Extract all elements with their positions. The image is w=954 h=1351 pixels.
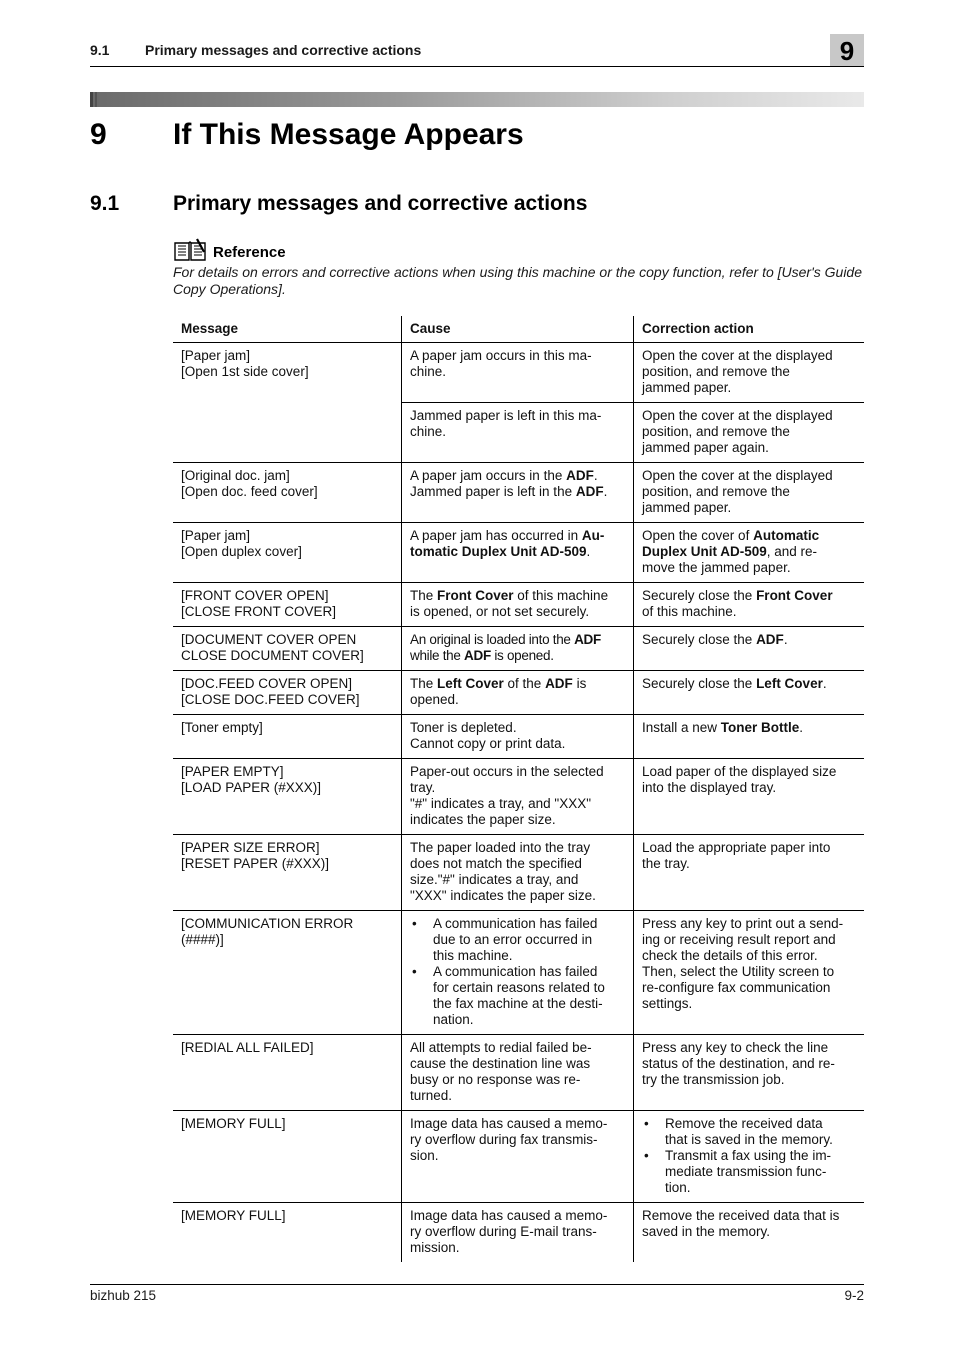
message-cell	[173, 1203, 402, 1263]
cause-cell	[402, 1035, 634, 1111]
table-row	[173, 583, 864, 627]
action-line: Securely close the Left Cover.	[642, 676, 827, 691]
cause-line: ry overflow during E-mail trans-	[410, 1224, 597, 1239]
action-line: check the details of this error.	[642, 948, 818, 963]
message-line: [Paper jam]	[181, 348, 251, 363]
message-table	[173, 316, 864, 1262]
column-header-action: Correction action	[634, 316, 865, 343]
action-line: saved in the memory.	[642, 1224, 771, 1239]
message-line: [PAPER EMPTY]	[181, 764, 284, 779]
cause-cell	[402, 463, 634, 523]
cause-line: tomatic Duplex Unit AD-509.	[410, 544, 591, 559]
message-cell	[173, 671, 402, 715]
chapter-tab: 9	[830, 34, 864, 66]
section-heading: Primary messages and corrective actions	[173, 192, 588, 215]
message-cell	[173, 911, 402, 1035]
cause-line: Toner is depleted.	[410, 720, 517, 735]
action-line: of this machine.	[642, 604, 737, 619]
action-line: settings.	[642, 996, 693, 1011]
table-row	[173, 1035, 864, 1111]
message-cell	[173, 1111, 402, 1203]
message-line: [FRONT COVER OPEN]	[181, 588, 329, 603]
message-cell	[173, 835, 402, 911]
cause-line: Image data has caused a memo-	[410, 1116, 608, 1131]
cause-line: "#" indicates a tray, and "XXX"	[410, 796, 592, 811]
chapter-heading: If This Message Appears	[173, 118, 524, 151]
cause-line: opened.	[410, 692, 459, 707]
running-header-number: 9.1	[90, 42, 110, 58]
action-cell	[634, 1035, 865, 1111]
divider-tick	[95, 92, 97, 107]
action-line: Securely close the Front Cover	[642, 588, 833, 603]
action-line: Press any key to print out a send-	[642, 916, 844, 931]
message-line: CLOSE DOCUMENT COVER]	[181, 648, 364, 663]
table-row	[173, 1111, 864, 1203]
action-cell	[634, 583, 865, 627]
bullet-item: • Remove the received data that is saved in the memory.	[642, 1116, 856, 1148]
cause-cell	[402, 911, 634, 1035]
bullet-item: • A communication has failed due to an error occurred in this machine.	[410, 916, 625, 964]
action-line: Open the cover at the displayed	[642, 348, 833, 363]
cause-cell	[402, 627, 634, 671]
action-cell	[634, 403, 865, 463]
cause-line: cause the destination line was	[410, 1056, 591, 1071]
cause-line: The Front Cover of this machine	[410, 588, 609, 603]
message-line: [COMMUNICATION ERROR	[181, 916, 354, 931]
running-header-title: Primary messages and corrective actions	[145, 42, 422, 58]
message-line: [REDIAL ALL FAILED]	[181, 1040, 314, 1055]
cause-cell	[402, 759, 634, 835]
chapter-number: 9	[90, 118, 107, 151]
message-cell	[173, 627, 402, 671]
cause-line: All attempts to redial failed be-	[410, 1040, 592, 1055]
cause-line: size."#" indicates a tray, and	[410, 872, 579, 887]
cause-line: Jammed paper is left in the ADF.	[410, 484, 608, 499]
message-line: [MEMORY FULL]	[181, 1116, 286, 1131]
cause-line: ry overflow during fax transmis-	[410, 1132, 598, 1147]
message-cell	[173, 343, 402, 463]
action-line: jammed paper.	[642, 500, 732, 515]
cause-line: A paper jam occurs in this ma-	[410, 348, 592, 363]
cause-line: The Left Cover of the ADF is	[410, 676, 587, 691]
table-row	[173, 1203, 864, 1263]
bullet-item: • A communication has failed for certain reasons related to the fax machine at the desti- nation.	[410, 964, 625, 1028]
cause-line: indicates the paper size.	[410, 812, 556, 827]
action-line: into the displayed tray.	[642, 780, 777, 795]
message-line: [Open doc. feed cover]	[181, 484, 318, 499]
section-number: 9.1	[90, 192, 120, 215]
action-cell	[634, 715, 865, 759]
table-row	[173, 835, 864, 911]
reference-label: Reference	[213, 244, 286, 261]
divider-tick	[90, 92, 93, 107]
running-header	[90, 42, 864, 67]
action-cell	[634, 759, 865, 835]
cause-line: The paper loaded into the tray	[410, 840, 591, 855]
action-line: Duplex Unit AD-509, and re-	[642, 544, 818, 559]
action-line: position, and remove the	[642, 484, 790, 499]
message-line: [CLOSE FRONT COVER]	[181, 604, 337, 619]
action-line: ing or receiving result report and	[642, 932, 836, 947]
action-cell	[634, 1111, 865, 1203]
cause-line: Cannot copy or print data.	[410, 736, 566, 751]
reference-book-icon	[173, 238, 207, 262]
bullet-item: • Transmit a fax using the im- mediate transmission func- tion.	[642, 1148, 856, 1196]
message-line: [PAPER SIZE ERROR]	[181, 840, 320, 855]
action-line: Install a new Toner Bottle.	[642, 720, 804, 735]
action-cell	[634, 523, 865, 583]
message-line: [Open duplex cover]	[181, 544, 302, 559]
cause-line: Paper-out occurs in the selected	[410, 764, 604, 779]
cause-line: tray.	[410, 780, 436, 795]
action-line: Open the cover at the displayed	[642, 468, 833, 483]
reference-text: For details on errors and corrective actions when using this machine or the copy function, refer to [User's Guide Copy Operations].	[173, 264, 863, 297]
cause-line: chine.	[410, 364, 447, 379]
action-line: Then, select the Utility screen to	[642, 964, 835, 979]
cause-line: A paper jam occurs in the ADF.	[410, 468, 598, 483]
cause-line: "XXX" indicates the paper size.	[410, 888, 596, 903]
action-line: jammed paper again.	[642, 440, 769, 455]
action-line: Remove the received data that is	[642, 1208, 840, 1223]
cause-cell	[402, 835, 634, 911]
table-row	[173, 715, 864, 759]
cause-line: while the ADF is opened.	[410, 648, 554, 663]
action-cell	[634, 343, 865, 403]
message-line: [Paper jam]	[181, 528, 251, 543]
cause-cell	[402, 523, 634, 583]
message-cell	[173, 715, 402, 759]
action-cell	[634, 671, 865, 715]
message-line: [DOC.FEED COVER OPEN]	[181, 676, 353, 691]
message-cell	[173, 463, 402, 523]
footer-product-name: bizhub 215	[90, 1288, 157, 1303]
action-line: status of the destination, and re-	[642, 1056, 835, 1071]
cause-cell	[402, 1203, 634, 1263]
cause-line: Jammed paper is left in this ma-	[410, 408, 602, 423]
action-line: Load the appropriate paper into	[642, 840, 831, 855]
action-line: position, and remove the	[642, 364, 790, 379]
cause-line: sion.	[410, 1148, 439, 1163]
table-row	[173, 627, 864, 671]
table-row	[173, 759, 864, 835]
cause-cell	[402, 583, 634, 627]
action-line: Open the cover of Automatic	[642, 528, 820, 543]
message-line: [LOAD PAPER (#XXX)]	[181, 780, 322, 795]
cause-line: is opened, or not set securely.	[410, 604, 590, 619]
message-line: [Original doc. jam]	[181, 468, 290, 483]
cause-cell	[402, 403, 634, 463]
table-row	[173, 911, 864, 1035]
action-line: move the jammed paper.	[642, 560, 791, 575]
cause-cell	[402, 715, 634, 759]
message-line: [MEMORY FULL]	[181, 1208, 286, 1223]
table-row	[173, 463, 864, 523]
message-line: [RESET PAPER (#XXX)]	[181, 856, 330, 871]
action-cell	[634, 835, 865, 911]
footer-page-number: 9-2	[844, 1288, 864, 1303]
action-line: Load paper of the displayed size	[642, 764, 837, 779]
table-row	[173, 523, 864, 583]
message-cell	[173, 523, 402, 583]
cause-line: busy or no response was re-	[410, 1072, 581, 1087]
cause-line: does not match the specified	[410, 856, 582, 871]
cause-line: turned.	[410, 1088, 453, 1103]
action-cell	[634, 463, 865, 523]
action-line: Press any key to check the line	[642, 1040, 829, 1055]
action-cell	[634, 911, 865, 1035]
action-line: Open the cover at the displayed	[642, 408, 833, 423]
chapter-divider-bar	[90, 92, 864, 107]
message-cell	[173, 1035, 402, 1111]
message-line: [Toner empty]	[181, 720, 263, 735]
table-row	[173, 671, 864, 715]
message-line: [Open 1st side cover]	[181, 364, 309, 379]
action-line: Securely close the ADF.	[642, 632, 788, 647]
column-header-message: Message	[173, 316, 402, 343]
message-line: (####)]	[181, 932, 224, 947]
action-line: the tray.	[642, 856, 690, 871]
message-line: [CLOSE DOC.FEED COVER]	[181, 692, 360, 707]
table-header-row	[173, 316, 864, 343]
cause-line: chine.	[410, 424, 447, 439]
cause-line: An original is loaded into the ADF	[410, 632, 601, 647]
cause-cell	[402, 1111, 634, 1203]
action-cell	[634, 1203, 865, 1263]
cause-cell	[402, 343, 634, 403]
action-line: jammed paper.	[642, 380, 732, 395]
cause-cell	[402, 671, 634, 715]
message-line: [DOCUMENT COVER OPEN	[181, 632, 357, 647]
column-header-cause: Cause	[402, 316, 634, 343]
action-line: try the transmission job.	[642, 1072, 785, 1087]
footer-rule	[90, 1284, 864, 1285]
table-row	[173, 343, 864, 403]
cause-line: A paper jam has occurred in Au-	[410, 528, 605, 543]
cause-line: Image data has caused a memo-	[410, 1208, 608, 1223]
message-cell	[173, 583, 402, 627]
cause-line: mission.	[410, 1240, 460, 1255]
action-cell	[634, 627, 865, 671]
action-line: position, and remove the	[642, 424, 790, 439]
action-line: re-configure fax communication	[642, 980, 831, 995]
message-cell	[173, 759, 402, 835]
